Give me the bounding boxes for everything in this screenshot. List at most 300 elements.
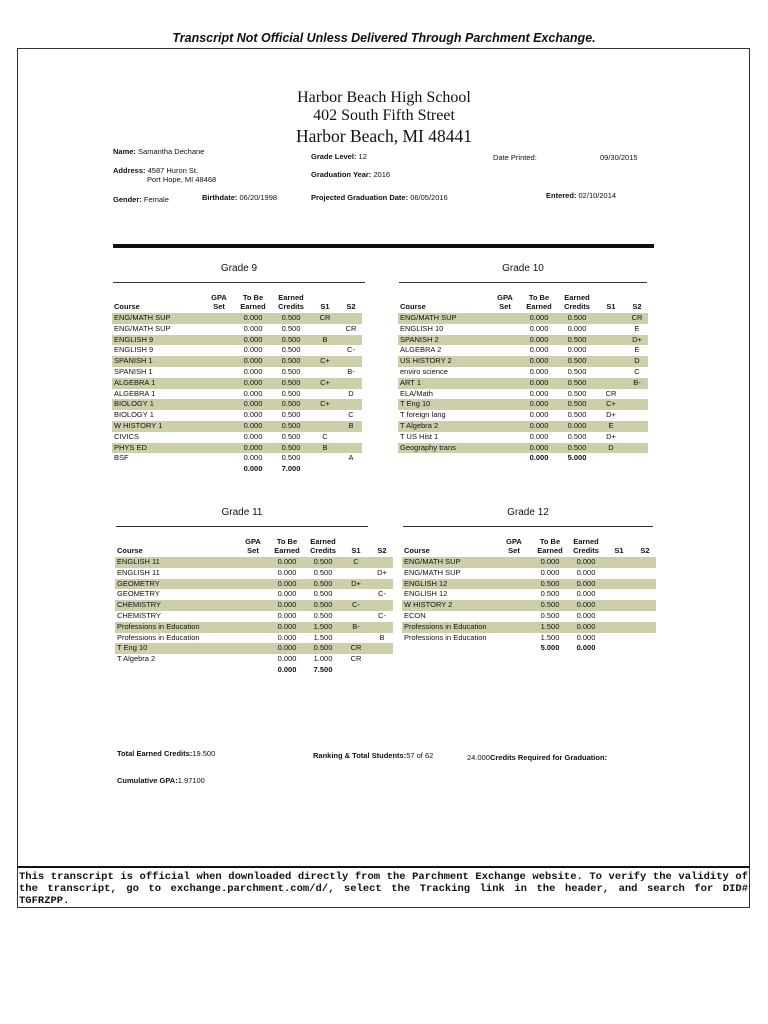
course-name: T Eng 10 bbox=[398, 399, 490, 410]
date-printed-value: 09/30/2015 bbox=[600, 153, 638, 162]
course-row bbox=[112, 345, 362, 356]
grade-11-table bbox=[115, 537, 393, 676]
s2-grade: B- bbox=[626, 378, 648, 389]
s1-grade bbox=[604, 568, 634, 579]
to-be-earned: 0.000 bbox=[277, 632, 297, 642]
s2-grade bbox=[634, 568, 656, 579]
course-row bbox=[398, 313, 648, 324]
to-be-earned: 0.000 bbox=[269, 622, 305, 633]
s2-grade: A bbox=[348, 453, 354, 463]
course-name: BSF bbox=[114, 453, 129, 463]
gpa-set bbox=[490, 389, 520, 400]
course-row bbox=[112, 378, 362, 389]
earned-credits: 0.500 bbox=[281, 410, 301, 420]
s2-grade bbox=[626, 443, 648, 454]
gpa-set bbox=[237, 622, 269, 633]
earned-credits: 0.500 bbox=[558, 356, 596, 367]
to-be-earned: 0.500 bbox=[540, 589, 560, 599]
to-be-earned: 0.000 bbox=[234, 356, 272, 367]
total-earned-credits: 5.000 bbox=[567, 453, 587, 463]
entered-line: Entered: 02/10/2014 bbox=[546, 191, 617, 200]
total-earned-credits: 7.500 bbox=[313, 664, 333, 674]
gpa-set bbox=[237, 611, 269, 622]
course-row bbox=[115, 654, 393, 665]
to-be-earned: 0.000 bbox=[529, 345, 549, 355]
column-header: S1 bbox=[320, 302, 330, 311]
s1-grade: CR bbox=[350, 654, 362, 664]
s2-grade bbox=[626, 421, 648, 432]
total-blank bbox=[626, 453, 648, 464]
gpa-set bbox=[204, 443, 234, 454]
course-row bbox=[398, 378, 648, 389]
gpa-set bbox=[237, 579, 269, 590]
course-row bbox=[398, 324, 648, 335]
earned-credits: 0.500 bbox=[272, 356, 310, 367]
gpa-set bbox=[490, 378, 520, 389]
s2-grade: C- bbox=[378, 610, 386, 620]
gpa-set bbox=[204, 421, 234, 432]
gpa-set bbox=[490, 356, 520, 367]
s1-grade bbox=[596, 356, 626, 367]
s2-grade bbox=[634, 633, 656, 644]
student-name: Samantha Dechane bbox=[138, 147, 205, 156]
s1-grade bbox=[596, 345, 626, 356]
course-name: GEOMETRY bbox=[115, 579, 237, 590]
s1-grade bbox=[341, 568, 371, 579]
column-header: GPA Set bbox=[497, 293, 513, 311]
course-name: SPANISH 1 bbox=[114, 366, 153, 376]
course-name: SPANISH 1 bbox=[112, 356, 204, 367]
s1-grade bbox=[596, 378, 626, 389]
s1-grade bbox=[310, 367, 340, 378]
s2-grade: CR bbox=[626, 313, 648, 324]
grade-12-table bbox=[402, 537, 656, 654]
s1-grade: CR bbox=[605, 388, 617, 398]
column-header: Course bbox=[117, 546, 143, 555]
course-row bbox=[398, 421, 648, 432]
s2-grade: B- bbox=[347, 366, 355, 376]
grade-11-title: Grade 11 bbox=[221, 507, 263, 518]
earned-credits: 0.500 bbox=[281, 388, 301, 398]
course-row bbox=[112, 453, 362, 464]
course-row bbox=[115, 557, 393, 568]
earned-credits: 0.500 bbox=[272, 399, 310, 410]
gpa-set bbox=[490, 421, 520, 432]
total-blank bbox=[204, 464, 234, 475]
earned-credits: 0.000 bbox=[568, 600, 604, 611]
grade-12-rule bbox=[403, 526, 653, 527]
s1-grade: E bbox=[596, 421, 626, 432]
s1-grade: D+ bbox=[606, 431, 616, 441]
course-name: ENG/MATH SUP bbox=[404, 567, 461, 577]
grade-9-rule bbox=[113, 282, 365, 283]
column-header: S1 bbox=[351, 546, 361, 555]
to-be-earned: 0.500 bbox=[532, 579, 568, 590]
course-name: ENGLISH 9 bbox=[114, 345, 154, 355]
footer-divider bbox=[17, 866, 750, 868]
s2-grade bbox=[626, 389, 648, 400]
s1-grade bbox=[604, 589, 634, 600]
total-to-be-earned: 0.000 bbox=[529, 453, 549, 463]
course-row bbox=[402, 568, 656, 579]
grade-12-title: Grade 12 bbox=[507, 507, 549, 518]
course-name: Geography trans bbox=[398, 443, 490, 454]
course-name: T US Hist 1 bbox=[400, 431, 439, 441]
course-row bbox=[398, 367, 648, 378]
course-name: PHYS ED bbox=[112, 443, 204, 454]
course-name: BIOLOGY 1 bbox=[112, 399, 204, 410]
total-blank bbox=[115, 665, 237, 676]
total-blank bbox=[596, 453, 626, 464]
to-be-earned: 0.000 bbox=[277, 654, 297, 664]
to-be-earned: 0.000 bbox=[529, 323, 549, 333]
course-row bbox=[115, 600, 393, 611]
gpa-set bbox=[204, 453, 234, 464]
s1-grade: C bbox=[341, 557, 371, 568]
s2-grade bbox=[371, 654, 393, 665]
course-row bbox=[398, 389, 648, 400]
school-city: Harbor Beach, MI 48441 bbox=[296, 126, 472, 146]
earned-credits: 0.500 bbox=[558, 335, 596, 346]
course-row bbox=[398, 410, 648, 421]
column-header: Course bbox=[114, 302, 140, 311]
gpa-set bbox=[204, 399, 234, 410]
to-be-earned: 0.000 bbox=[520, 421, 558, 432]
to-be-earned: 0.000 bbox=[529, 431, 549, 441]
total-blank bbox=[604, 643, 634, 654]
column-header: GPA Set bbox=[506, 537, 522, 555]
earned-credits: 0.000 bbox=[576, 567, 596, 577]
gpa-set bbox=[237, 643, 269, 654]
s1-grade bbox=[596, 324, 626, 335]
column-header: To Be Earned bbox=[274, 537, 300, 555]
to-be-earned: 0.000 bbox=[269, 557, 305, 568]
total-blank bbox=[634, 643, 656, 654]
s1-grade bbox=[604, 600, 634, 611]
earned-credits: 0.000 bbox=[568, 557, 604, 568]
s2-grade bbox=[371, 643, 393, 654]
course-name: GEOMETRY bbox=[117, 589, 160, 599]
course-row bbox=[115, 568, 393, 579]
column-header: Earned Credits bbox=[564, 293, 590, 311]
gpa-set bbox=[237, 600, 269, 611]
gpa-set bbox=[496, 600, 532, 611]
course-name: Professions in Education bbox=[115, 622, 237, 633]
course-row bbox=[112, 410, 362, 421]
course-name: ENGLISH 12 bbox=[404, 589, 448, 599]
course-name: T Eng 10 bbox=[115, 643, 237, 654]
gpa-set bbox=[490, 399, 520, 410]
s2-grade: C- bbox=[347, 345, 355, 355]
to-be-earned: 0.000 bbox=[234, 399, 272, 410]
total-earned-credits: 0.000 bbox=[576, 643, 596, 653]
to-be-earned: 0.000 bbox=[520, 443, 558, 454]
gpa-set bbox=[237, 557, 269, 568]
s1-grade bbox=[310, 389, 340, 400]
s1-grade bbox=[596, 335, 626, 346]
s1-grade bbox=[310, 324, 340, 335]
s2-grade bbox=[634, 611, 656, 622]
gpa-set bbox=[496, 557, 532, 568]
course-row bbox=[115, 589, 393, 600]
to-be-earned: 0.000 bbox=[243, 410, 263, 420]
grade-level-line: Grade Level: 12 bbox=[311, 152, 367, 161]
total-earned-credits: 7.000 bbox=[281, 464, 301, 474]
column-header: Earned Credits bbox=[310, 537, 336, 555]
course-name: enviro science bbox=[400, 366, 448, 376]
course-row bbox=[112, 313, 362, 324]
to-be-earned: 0.000 bbox=[520, 378, 558, 389]
s2-grade: D bbox=[348, 388, 354, 398]
course-name: CHEMISTRY bbox=[115, 600, 237, 611]
grade-11-rule bbox=[116, 526, 368, 527]
gender-line: Gender: Female bbox=[113, 195, 169, 204]
gpa-set bbox=[204, 356, 234, 367]
total-blank bbox=[496, 643, 532, 654]
s2-grade: E bbox=[634, 323, 640, 333]
s1-grade bbox=[604, 622, 634, 633]
grade-10-rule bbox=[399, 282, 647, 283]
to-be-earned: 0.000 bbox=[277, 589, 297, 599]
course-name: W HISTORY 1 bbox=[112, 421, 204, 432]
column-header: S2 bbox=[640, 546, 650, 555]
gpa-set bbox=[496, 589, 532, 600]
total-blank bbox=[341, 665, 371, 676]
s2-grade: CR bbox=[345, 323, 357, 333]
course-row bbox=[112, 389, 362, 400]
s1-grade: D+ bbox=[341, 579, 371, 590]
s1-grade: B bbox=[310, 335, 340, 346]
course-row bbox=[402, 611, 656, 622]
gpa-set bbox=[237, 633, 269, 644]
gpa-set bbox=[490, 313, 520, 324]
s2-grade bbox=[340, 356, 362, 367]
unofficial-banner: Transcript Not Official Unless Delivered Through Parchment Exchange. bbox=[172, 31, 596, 45]
course-row bbox=[115, 579, 393, 590]
earned-credits: 0.500 bbox=[305, 600, 341, 611]
course-row bbox=[112, 324, 362, 335]
course-name: ECON bbox=[404, 610, 426, 620]
total-to-be-earned: 0.000 bbox=[243, 464, 263, 474]
gpa-set bbox=[204, 345, 234, 356]
course-name: ENGLISH 12 bbox=[402, 579, 496, 590]
gender-value: Female bbox=[143, 195, 169, 204]
gpa-set bbox=[204, 324, 234, 335]
to-be-earned: 0.000 bbox=[540, 567, 560, 577]
to-be-earned: 0.000 bbox=[529, 366, 549, 376]
gpa-set bbox=[496, 611, 532, 622]
earned-credits: 0.500 bbox=[567, 388, 587, 398]
gpa-set bbox=[204, 410, 234, 421]
s1-grade bbox=[310, 410, 340, 421]
projected-graduation-line: Projected Graduation Date: 06/05/2016 bbox=[311, 193, 448, 202]
column-header: Earned Credits bbox=[573, 537, 599, 555]
course-row bbox=[398, 335, 648, 346]
total-earned-value: 19.500 bbox=[192, 749, 216, 758]
gpa-set bbox=[490, 432, 520, 443]
earned-credits: 0.500 bbox=[272, 443, 310, 454]
course-name: ENG/MATH SUP bbox=[112, 313, 204, 324]
course-row bbox=[402, 622, 656, 633]
entered-value: 02/10/2014 bbox=[578, 191, 617, 200]
earned-credits: 0.500 bbox=[567, 410, 587, 420]
course-row bbox=[112, 443, 362, 454]
earned-credits: 0.000 bbox=[568, 579, 604, 590]
earned-credits: 0.500 bbox=[272, 313, 310, 324]
course-name: ALGEBRA 1 bbox=[112, 378, 204, 389]
s2-grade bbox=[626, 432, 648, 443]
totals-row bbox=[402, 643, 656, 654]
official-verification-note: This transcript is official when downloaded directly from the Parchment Exchange website. To verify the validity of the transcript, go to exchange.parchment.com/d/, select the Tracking link in the header, and search for DID# TGFRZPP. bbox=[19, 871, 748, 907]
to-be-earned: 0.000 bbox=[243, 453, 263, 463]
to-be-earned: 0.000 bbox=[234, 378, 272, 389]
s1-grade: CR bbox=[341, 643, 371, 654]
s1-grade bbox=[604, 611, 634, 622]
course-row bbox=[398, 432, 648, 443]
to-be-earned: 0.000 bbox=[529, 410, 549, 420]
s2-grade: E bbox=[634, 345, 640, 355]
s2-grade bbox=[626, 399, 648, 410]
s1-grade: C bbox=[322, 431, 328, 441]
to-be-earned: 0.000 bbox=[529, 388, 549, 398]
earned-credits: 0.000 bbox=[568, 622, 604, 633]
school-header bbox=[0, 88, 768, 147]
table-header-row bbox=[398, 293, 648, 313]
course-name: US HISTORY 2 bbox=[398, 356, 490, 367]
to-be-earned: 0.000 bbox=[520, 399, 558, 410]
earned-credits: 0.500 bbox=[272, 421, 310, 432]
s1-grade bbox=[604, 557, 634, 568]
course-row bbox=[398, 443, 648, 454]
course-name: Professions in Education bbox=[117, 632, 200, 642]
course-row bbox=[402, 589, 656, 600]
s1-grade: B bbox=[310, 443, 340, 454]
to-be-earned: 1.500 bbox=[532, 622, 568, 633]
s2-grade bbox=[340, 378, 362, 389]
ranking-value: 57 of 62 bbox=[406, 751, 434, 760]
gpa-set bbox=[496, 579, 532, 590]
course-name: ENGLISH 10 bbox=[400, 323, 444, 333]
s1-grade bbox=[341, 589, 371, 600]
to-be-earned: 0.000 bbox=[277, 610, 297, 620]
course-row bbox=[398, 345, 648, 356]
course-name: T Algebra 2 bbox=[117, 654, 156, 664]
earned-credits: 0.500 bbox=[272, 335, 310, 346]
s1-grade bbox=[596, 313, 626, 324]
student-address-line: Address: 4587 Huron St. bbox=[113, 166, 199, 175]
gpa-set bbox=[237, 568, 269, 579]
course-name: ENGLISH 11 bbox=[115, 557, 237, 568]
gpa-set bbox=[490, 367, 520, 378]
s2-grade: B bbox=[340, 421, 362, 432]
course-name: Professions in Education bbox=[402, 622, 496, 633]
to-be-earned: 0.000 bbox=[520, 313, 558, 324]
school-street: 402 South Fifth Street bbox=[313, 107, 455, 124]
s2-grade: C- bbox=[378, 589, 386, 599]
course-name: CIVICS bbox=[114, 431, 140, 441]
s1-grade bbox=[604, 579, 634, 590]
grade-level-value: 12 bbox=[358, 152, 367, 161]
earned-credits: 0.500 bbox=[558, 399, 596, 410]
to-be-earned: 0.000 bbox=[243, 431, 263, 441]
s1-grade: C+ bbox=[596, 399, 626, 410]
course-row bbox=[112, 367, 362, 378]
cumulative-gpa: Cumulative GPA:1.97100 bbox=[117, 776, 205, 785]
s2-grade bbox=[340, 443, 362, 454]
column-header: To Be Earned bbox=[526, 293, 552, 311]
s2-grade: C bbox=[348, 410, 354, 420]
student-address-1: 4587 Huron St. bbox=[147, 166, 199, 175]
column-header: S2 bbox=[346, 302, 356, 311]
course-name: SPANISH 2 bbox=[398, 335, 490, 346]
graduation-year-value: 2016 bbox=[373, 170, 391, 179]
earned-credits: 0.000 bbox=[567, 323, 587, 333]
credits-required-value: 24.000 bbox=[467, 753, 490, 762]
total-blank bbox=[398, 453, 490, 464]
s2-grade bbox=[340, 399, 362, 410]
course-row bbox=[402, 600, 656, 611]
s2-grade: B bbox=[379, 632, 385, 642]
course-name: T Algebra 2 bbox=[398, 421, 490, 432]
s1-grade: C+ bbox=[310, 378, 340, 389]
column-header: Earned Credits bbox=[278, 293, 304, 311]
course-name: T foreign lang bbox=[400, 410, 446, 420]
to-be-earned: 0.000 bbox=[532, 557, 568, 568]
course-name: CHEMISTRY bbox=[117, 610, 162, 620]
s1-grade: B- bbox=[341, 622, 371, 633]
to-be-earned: 0.000 bbox=[243, 366, 263, 376]
table-header-row bbox=[115, 537, 393, 557]
to-be-earned: 0.500 bbox=[532, 600, 568, 611]
earned-credits: 0.500 bbox=[567, 431, 587, 441]
credits-required: 24.000Credits Required for Graduation: bbox=[467, 753, 608, 762]
course-name: ALGEBRA 1 bbox=[114, 388, 156, 398]
column-header: GPA Set bbox=[245, 537, 261, 555]
s2-grade bbox=[634, 600, 656, 611]
column-header: S2 bbox=[632, 302, 642, 311]
total-blank bbox=[340, 464, 362, 475]
to-be-earned: 0.000 bbox=[277, 567, 297, 577]
column-header: GPA Set bbox=[211, 293, 227, 311]
to-be-earned: 0.000 bbox=[520, 356, 558, 367]
s1-grade: C- bbox=[341, 600, 371, 611]
gpa-set bbox=[204, 432, 234, 443]
to-be-earned: 0.000 bbox=[234, 421, 272, 432]
course-name: ENGLISH 9 bbox=[112, 335, 204, 346]
to-be-earned: 0.000 bbox=[243, 323, 263, 333]
gpa-set bbox=[496, 633, 532, 644]
s2-grade: D bbox=[626, 356, 648, 367]
course-row bbox=[112, 432, 362, 443]
s1-grade bbox=[310, 421, 340, 432]
s1-grade: C+ bbox=[310, 399, 340, 410]
to-be-earned: 0.000 bbox=[243, 388, 263, 398]
section-divider bbox=[113, 244, 654, 248]
to-be-earned: 0.000 bbox=[234, 335, 272, 346]
earned-credits: 0.000 bbox=[576, 632, 596, 642]
course-row bbox=[115, 633, 393, 644]
table-header-row bbox=[112, 293, 362, 313]
earned-credits: 0.500 bbox=[313, 567, 333, 577]
gpa-set bbox=[496, 622, 532, 633]
total-blank bbox=[402, 643, 496, 654]
s1-grade bbox=[604, 633, 634, 644]
course-row bbox=[112, 399, 362, 410]
total-blank bbox=[112, 464, 204, 475]
s1-grade: D+ bbox=[606, 410, 616, 420]
birthdate-value: 06/20/1998 bbox=[239, 193, 278, 202]
total-blank bbox=[371, 665, 393, 676]
